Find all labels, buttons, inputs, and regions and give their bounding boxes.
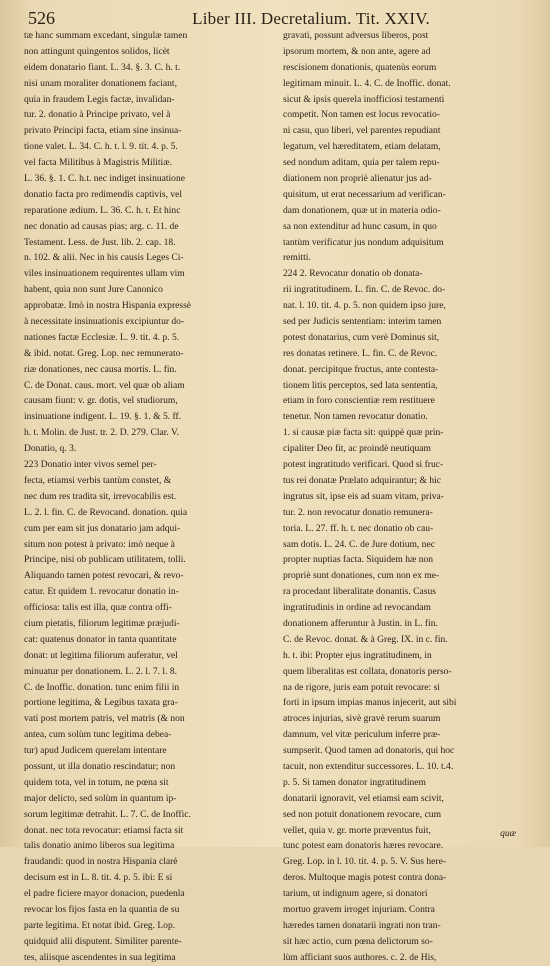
text-line: cipaliter Deo fit, ac proindè neutiquam xyxy=(283,443,431,455)
text-line: damnum, vel vitæ periculum inferre præ- xyxy=(283,729,441,741)
text-line: tes, aliisque ascendentes in sua legitima xyxy=(24,951,176,963)
text-line: sumpserit. Quod tamen ad donatoris, qui hoc xyxy=(283,745,455,757)
text-line: 223 Donatio inter vivos semel per- xyxy=(24,459,157,471)
text-line: tenetur. Non tamen revocatur donatio. xyxy=(283,411,428,423)
text-line: legatum, vel hæreditatem, etiam delatam, xyxy=(283,141,441,153)
text-line: sicut & ipsis querela inofficiosi testamenti xyxy=(283,93,445,105)
text-line: reparatione ædium. L. 36. C. h. t. Et hinc xyxy=(24,204,181,216)
text-line: nec donatio ad causas pias; arg. c. 11. de xyxy=(24,220,179,232)
text-line: sam dotis. L. 24. C. de Jure dotium, nec xyxy=(283,538,435,550)
text-line: mortuo gravem irroget injuriam. Contra xyxy=(283,903,435,915)
text-line: insinuatione indigent. L. 19. §. 1. & 5. ff. xyxy=(24,411,182,423)
text-line: propriè sunt donationes, cum non ex me- xyxy=(283,570,440,582)
text-line: rescisionem donationis, quatenùs eorum xyxy=(283,61,437,73)
text-line: quia in fraudem Legis factæ, invalidan- xyxy=(24,93,175,105)
text-line: gravati, possunt adversus liberos, post xyxy=(283,30,429,41)
text-line: toria. L. 27. ff. h. t. nec donatio ob cau- xyxy=(283,522,434,534)
text-line: donat. percipitque fructus, ante contesta- xyxy=(283,363,439,375)
text-line: sa non extenditur ad hunc casum, in quo xyxy=(283,220,437,232)
text-line: competit. Non tamen est locus revocatio- xyxy=(283,109,440,121)
text-line: tionem litis perceptos, sed lata sententia, xyxy=(283,379,438,391)
text-line: tur. 2. non revocatur donatio remunera- xyxy=(283,506,433,518)
text-line: fraudandi: quod in nostra Hispania clarè xyxy=(24,856,178,868)
text-line: remitti. xyxy=(283,252,311,264)
running-title: Liber III. Decretalium. Tit. XXIV. xyxy=(192,9,430,28)
text-line: donatio facta pro redimendis captivis, vel xyxy=(24,188,183,200)
text-line: antea, cum solùm tunc legitima debea- xyxy=(24,729,172,741)
text-line: minuatur per donationem. L. 2. l. 7. l. 8. xyxy=(24,665,177,677)
text-line: C. de Inoffic. donation. tunc enim filii in xyxy=(24,681,180,693)
text-line: à necessitate insinuationis excipiuntur do- xyxy=(24,316,185,328)
text-line: res donatas retinere. L. fin. C. de Revoc. xyxy=(283,347,438,359)
text-line: nec dum res tradita sit, irrevocabilis est. xyxy=(24,490,177,502)
text-line: quem liberalitas est collata, donatoris perso- xyxy=(283,665,452,677)
text-line: deros. Multoque magis potest contra dona- xyxy=(283,872,447,884)
text-line: L. 36. §. 1. C. h.t. nec indiget insinuatione xyxy=(24,173,185,185)
catchword: quæ xyxy=(500,829,516,839)
left-text-column xyxy=(24,28,260,966)
text-line: vel facta Militibus à Magistris Militiæ. xyxy=(24,157,172,169)
text-line: potest donatarius, cum verè Dominus sit, xyxy=(283,331,440,343)
text-line: tæ hanc summam excedant, singulæ tamen xyxy=(24,30,188,41)
text-line: non attingunt quingentos solidos, licèt xyxy=(24,45,170,57)
text-line: officiosa: talis est illa, quæ contra offi- xyxy=(24,602,172,614)
text-line: tur. 2. donatio à Principe privato, vel à xyxy=(24,109,171,121)
text-line: dam donationem, quæ ut in materia odio- xyxy=(283,204,441,216)
text-line: talis donatio animo liberos sua legitima xyxy=(24,840,175,852)
text-line: L. 2. l. fin. C. de Revocand. donation. quia xyxy=(24,506,188,518)
text-line: sed non potuit donationem revocare, cum xyxy=(283,808,442,820)
text-line: etiam in foro conscientiæ rem restituere xyxy=(283,395,435,407)
text-line: ipsorum mortem, & non ante, agere ad xyxy=(283,45,431,57)
text-line: privato Principi facta, etiam sine insinua- xyxy=(24,125,182,137)
text-line: donationem afferuntur à Justin. in L. fin. xyxy=(283,617,438,629)
text-line: lùm afficiant suos authores. c. 2. de His, xyxy=(283,951,437,963)
text-line: n. 102. & alii. Nec in his causis Leges Ci- xyxy=(24,252,184,264)
text-line: quidquid alii disputent. Similiter parente- xyxy=(24,935,182,947)
text-line: potest ingratitudo verificari. Quod si fruc- xyxy=(283,459,444,471)
text-line: causam fiunt: v. gr. dotis, vel studiorum, xyxy=(24,395,178,407)
text-line: 1. si causæ piæ facta sit: quippè quæ prin- xyxy=(283,427,444,439)
text-line: ra procedant liberalitate donantis. Casus xyxy=(283,586,436,598)
text-line: Greg. Lop. in l. 10. tit. 4. p. 5. V. Sus here- xyxy=(283,856,446,868)
text-line: cium pietatis, filiorum legitimæ præjudi- xyxy=(24,617,180,629)
text-line: legitimam minuit. L. 4. C. de Inoffic. donat. xyxy=(283,77,451,89)
text-line: viles insinuationem requirentes ullam vim xyxy=(24,268,185,280)
text-line: cat: quatenus donator in tanta quantitate xyxy=(24,633,177,645)
text-line: sit hæc actio, cum pœna delictorum so- xyxy=(283,935,433,947)
text-line: ni casu, quo liberi, vel parentes repudiant xyxy=(283,125,441,137)
text-line: nat. l. 10. tit. 4. p. 5. non quidem ipso jure, xyxy=(283,300,446,312)
text-line: el padre ficiere mayor donacion, puedenla xyxy=(24,888,185,900)
page-header xyxy=(28,8,520,30)
text-line: tarium, ut indignum agere, si donatori xyxy=(283,888,428,900)
text-line: nationes factæ Ecclesiæ. L. 9. tit. 4. p. 5. xyxy=(24,331,180,343)
text-line: fecta, etiamsi verbis tantùm constet, & xyxy=(24,474,172,486)
text-line: revocar los fijos fasta en la quantia de su xyxy=(24,903,180,915)
text-line: hæredes tamen donatarii ingrati non tran- xyxy=(283,919,441,931)
text-line: habent, quia non sunt Jure Canonico xyxy=(24,284,163,296)
text-line: donat: ut legitima filiorum auferatur, vel xyxy=(24,649,178,661)
text-line: Principe, nisi ob publicam utilitatem, tolli. xyxy=(24,554,186,566)
text-line: tus rei donatæ Prælato adquirantur; & hic xyxy=(283,474,442,486)
text-line: quisitum, ut erat necessarium ad verifican- xyxy=(283,188,446,200)
text-line: portione legitima, & Legibus taxata gra- xyxy=(24,697,178,709)
text-line: & ibid. notat. Greg. Lop. nec remunerato- xyxy=(24,347,184,359)
text-line: na de rigore, juris eam potuit revocare: si xyxy=(283,681,440,693)
text-line: h. t. Molin. de Just. tr. 2. D. 279. Clar. V. xyxy=(24,427,180,439)
text-line: eidem donatario fiant. L. 34. §. 3. C. h. t. xyxy=(24,61,181,73)
text-line: vellet, quia v. gr. morte præventus fuit, xyxy=(283,824,431,836)
text-line: p. 5. Si tamen donator ingratitudinem xyxy=(283,776,426,788)
text-line: 224 2. Revocatur donatio ob donata- xyxy=(283,268,423,280)
text-line: cum per eam sit jus donatario jam adqui- xyxy=(24,522,181,534)
text-line: sorum legitimæ detrahit. L. 7. C. de Inoffic. xyxy=(24,808,191,820)
text-line: h. t. ibi: Propter ejus ingratitudinem, in xyxy=(283,649,432,661)
text-line: riæ donationes, nec causa mortis. L. fin. xyxy=(24,363,177,375)
text-line: possunt, ut illa donatio rescindatur; non xyxy=(24,760,176,772)
text-line: major delicto, sed solùm in quantum ip- xyxy=(24,792,177,804)
right-text-column xyxy=(283,28,519,966)
text-line: vati post mortem patris, vel matris (& non xyxy=(24,713,185,725)
text-line: Testament. Less. de Just. lib. 2. cap. 18. xyxy=(24,236,176,248)
text-line: Donatio, q. 3. xyxy=(24,443,77,455)
text-line: sed per Judicis sententiam: interim tamen xyxy=(283,316,442,328)
text-line: tantùm verificatur jus nondum adquisitum xyxy=(283,236,444,248)
text-line: catur. Et quidem 1. revocatur donatio in- xyxy=(24,586,179,598)
text-line: ingratitudinis in ordine ad revocandam xyxy=(283,602,431,614)
text-line: sed nondum aditam, quia per talem repu- xyxy=(283,157,440,169)
text-line: Aliquando tamen potest revocari, & revo- xyxy=(24,570,184,582)
text-line: donatarii ignoravit, vel etiamsi eam scivit, xyxy=(283,792,444,804)
text-line: rii ingratitudinem. L. fin. C. de Revoc. do- xyxy=(283,284,446,296)
text-line: diationem non propriè alienatur jus ad- xyxy=(283,173,432,185)
text-line: atroces injurias, sivè gravè rerum suarum xyxy=(283,713,441,725)
text-line: situm non potest à privato: imò neque à xyxy=(24,538,175,550)
text-line: tione valet. L. 34. C. h. t. l. 9. tit. 4. p. 5. xyxy=(24,141,178,153)
text-line: parte legitima. Et notat ibid. Greg. Lop. xyxy=(24,919,176,931)
text-line: decisum est in L. 8. tit. 4. p. 5. ibi: E si xyxy=(24,872,173,884)
text-line: approbatæ. Imò in nostra Hispania expressè xyxy=(24,300,192,312)
text-line: tacuit, non extenditur successores. L. 10. t.4. xyxy=(283,760,454,772)
text-line: tur) apud Judicem querelam intentare xyxy=(24,745,167,757)
text-line: nisi unam moraliter donationem faciant, xyxy=(24,77,177,89)
text-line: forti in ipsum impias manus injecerit, aut sibi xyxy=(283,697,457,709)
text-line: ingratus sit, ipse eis ad suam vitam, priva- xyxy=(283,490,444,502)
text-line: donat. nec tota revocatur: etiamsi facta sit xyxy=(24,824,184,836)
text-line: C. de Donat. caus. mort. vel quæ ob aliam xyxy=(24,379,185,391)
text-line: quidem tota, vel in totum, ne pœna sit xyxy=(24,776,169,788)
page-number: 526 xyxy=(28,8,55,28)
text-line: tunc potest eam donatoris hæres revocare. xyxy=(283,840,444,852)
text-line: C. de Revoc. donat. & à Greg. IX. in c. fin. xyxy=(283,633,448,645)
text-line: propter nuptias facta. Siquidem hæ non xyxy=(283,554,434,566)
